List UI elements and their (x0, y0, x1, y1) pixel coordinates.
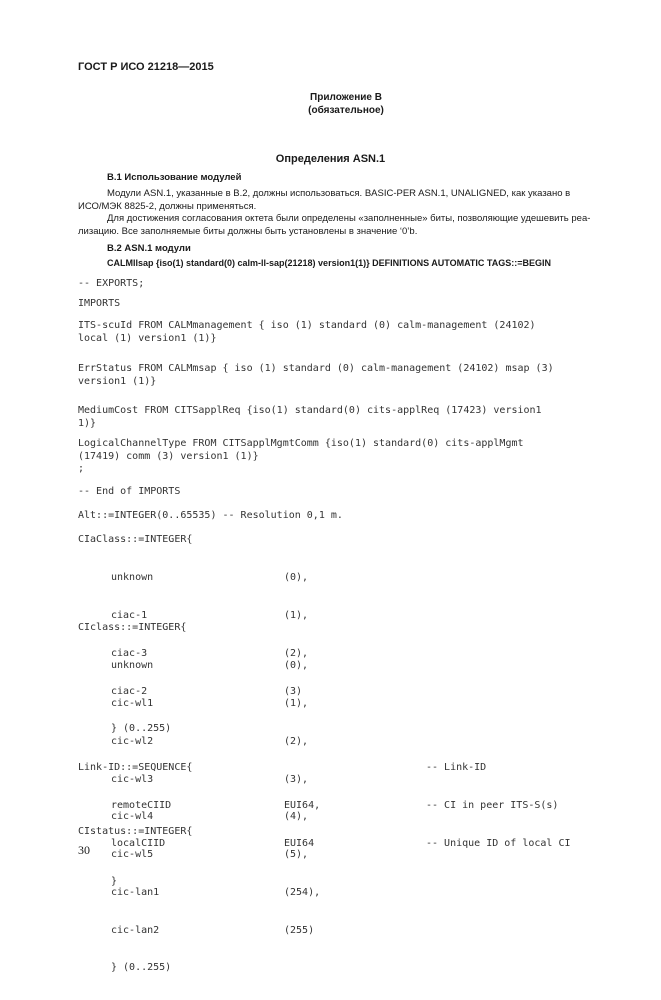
list-item: } (0..255) (111, 962, 172, 974)
list-item: ciac-3 (111, 647, 148, 659)
list-item: cic-wl2 (111, 735, 154, 747)
code-cistatus: CIstatus::=INTEGER{ (78, 826, 193, 837)
code-imports: IMPORTS (78, 298, 121, 309)
code-end-imports: -- End of IMPORTS (78, 486, 181, 497)
list-item: remoteCIID (111, 800, 172, 812)
paragraph-line: Модули ASN.1, указанные в В.2, должны использоваться. BASIC-PER ASN.1, UNALIGNED, как указано в (107, 188, 571, 199)
code-import-its: ITS-scuId FROM CALMmanagement { iso (1) standard (0) calm-management (24102) local (1) version1 (1)} (78, 320, 536, 344)
list-item: (254), (284, 886, 321, 898)
list-item: (5), (284, 849, 309, 861)
code-exports: -- EXPORTS; (78, 278, 145, 289)
paragraph-line: ИСО/МЭК 8825-2, должны применяться. (78, 200, 257, 212)
code-alt: Alt::=INTEGER(0..65535) -- Resolution 0,1 m. (78, 510, 343, 521)
list-item: cic-wl5 (111, 849, 154, 861)
code-linkid-comments (426, 775, 571, 876)
appendix-title: Приложение В (310, 92, 382, 103)
list-item: (255) (284, 924, 315, 936)
code-linkid-names (111, 775, 171, 914)
list-item: (3), (284, 773, 309, 785)
list-item: cic-lan2 (111, 924, 160, 936)
subsection-b2-title: В.2 ASN.1 модули (107, 243, 191, 254)
list-item: localCIID (111, 837, 166, 849)
paragraph-b1-2 (78, 213, 614, 238)
document-id: ГОСТ Р ИСО 21218—2015 (78, 61, 214, 73)
list-item: (2), (284, 647, 309, 659)
list-item: (0), (284, 572, 309, 584)
page-number: 30 (78, 843, 90, 857)
list-item: ciac-1 (111, 609, 148, 621)
list-item: cic-lan1 (111, 886, 160, 898)
list-item: } (0..255) (111, 723, 172, 735)
section-title: Определения ASN.1 (275, 153, 386, 165)
code-import-logicalchannel: LogicalChannelType FROM CITSapplMgmtComm {iso(1) standard(0) cits-applMgmt (17419) comm (3) version1 (1)} ; (78, 438, 524, 475)
list-item: } (111, 875, 118, 887)
code-ciaclass-head: CIaClass::=INTEGER{ (78, 534, 193, 545)
list-item: cic-wl4 (111, 811, 154, 823)
paragraph-line: Для достижения согласования октета были определены «заполненные» биты, позволяющие удешевить реа- (107, 213, 591, 224)
list-item: unknown (111, 572, 154, 584)
list-item: (3) (284, 685, 303, 697)
appendix-heading (296, 91, 396, 117)
list-item: cic-wl3 (111, 773, 154, 785)
list-item: (1), (284, 697, 309, 709)
list-item: -- CI in peer ITS-S(s) (426, 800, 559, 812)
paragraph-line: лизацию. Все заполняемые биты должны быть установлены в значение ‘0’b. (78, 225, 418, 237)
list-item: (1), (284, 609, 309, 621)
list-item: (0), (284, 660, 309, 672)
appendix-note: (обязательное) (308, 105, 384, 116)
list-item: EUI64, (284, 800, 321, 812)
list-item: (4), (284, 811, 309, 823)
list-item: -- Unique ID of local CI (426, 837, 571, 849)
code-linkid-head-comment: -- Link-ID (426, 762, 487, 773)
subsection-b1-title: В.1 Использование модулей (107, 172, 242, 183)
code-linkid-head: Link-ID::=SEQUENCE{ (78, 762, 193, 773)
list-item: ciac-2 (111, 685, 148, 697)
code-import-errstatus: ErrStatus FROM CALMmsap { iso (1) standard (0) calm-management (24102) msap (3) version1 (1)} (78, 363, 554, 387)
code-ciclass-head: CIclass::=INTEGER{ (78, 622, 187, 633)
paragraph-b1-1 (78, 188, 614, 213)
code-import-mediumcost: MediumCost FROM CITSapplReq {iso(1) standard(0) cits-applReq (17423) version1 1)} (78, 405, 542, 429)
list-item: EUI64 (284, 837, 315, 849)
module-definition: CALMllsap {iso(1) standard(0) calm-ll-sap(21218) version1(1)} DEFINITIONS AUTOMATIC TAGS::=BEGIN (107, 258, 551, 268)
code-linkid-types (284, 775, 320, 876)
list-item: unknown (111, 660, 154, 672)
list-item: (2), (284, 735, 309, 747)
list-item: cic-wl1 (111, 697, 154, 709)
